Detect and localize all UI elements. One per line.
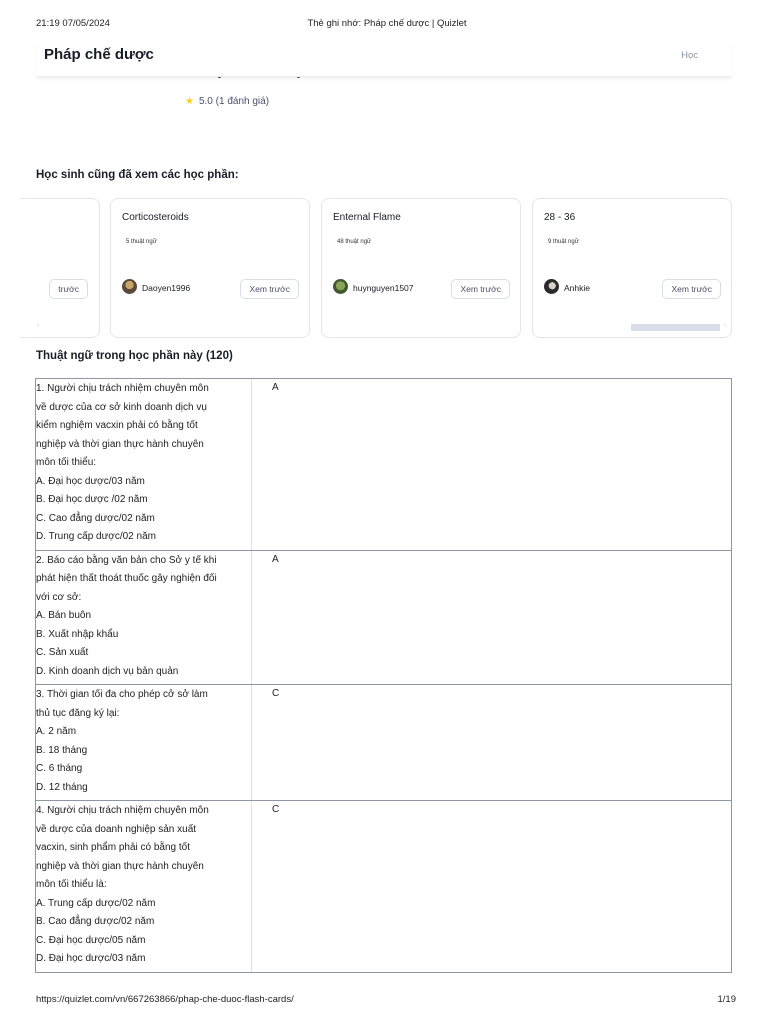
term-question-line: B. Cao đẳng dược/02 năm xyxy=(36,916,155,927)
term-question-line: thủ tục đăng ký lại: xyxy=(36,707,120,719)
preview-button[interactable]: Xem trước xyxy=(451,279,510,299)
chevron-right-icon[interactable]: › xyxy=(724,322,727,329)
carousel-scrollbar[interactable] xyxy=(631,324,720,331)
print-footer xyxy=(36,994,736,1008)
term-question-line: A. 2 năm xyxy=(36,726,77,737)
term-question-line: D. Kinh doanh dịch vụ bản quản xyxy=(36,665,179,677)
term-question-line: B. 18 tháng xyxy=(36,744,88,756)
related-set-card-partial[interactable] xyxy=(20,198,100,338)
set-name: Corticosteroids xyxy=(122,212,189,223)
term-question-line: D. 12 tháng xyxy=(36,781,88,793)
print-page-title: Thẻ ghi nhớ: Pháp chế dược | Quizlet xyxy=(307,18,467,29)
set-name: 28 - 36 xyxy=(544,212,576,223)
print-timestamp: 21:19 07/05/2024 xyxy=(36,18,110,29)
term-question-line: D. Đại học dược/03 năm xyxy=(36,953,146,964)
related-set-card[interactable] xyxy=(532,198,732,338)
term-question-line: về dược của doanh nghiệp sản xuất xyxy=(36,823,197,835)
related-set-card[interactable] xyxy=(321,198,521,338)
term-question-line: A. Trung cấp dược/02 năm xyxy=(36,897,156,909)
term-question-line: phát hiện thất thoát thuốc gây nghiện đối xyxy=(36,573,217,584)
term-count: 9 thuật ngữ xyxy=(548,239,579,245)
print-url: https://quizlet.com/vn/667263866/phap-che-duoc-flash-cards/ xyxy=(36,994,294,1005)
term-question-line: nghiệp và thời gian thực hành chuyên xyxy=(36,860,204,872)
term-question-line: 4. Người chịu trách nhiệm chuyên môn xyxy=(36,805,209,816)
author-name[interactable]: Anhkie xyxy=(564,283,590,293)
term-question-line: D. Trung cấp dược/02 năm xyxy=(36,531,156,542)
print-page-number: 1/19 xyxy=(717,994,736,1005)
term-question-line: C. Sản xuất xyxy=(36,647,89,658)
star-icon: ★ xyxy=(185,96,194,107)
term-question-line: C. 6 tháng xyxy=(36,763,83,774)
preview-button[interactable]: Xem trước xyxy=(662,279,721,299)
chevron-left-icon[interactable]: ‹ xyxy=(37,322,40,329)
learn-link[interactable]: Học xyxy=(681,50,698,61)
term-question-line: nghiệp và thời gian thực hành chuyên xyxy=(36,438,204,450)
rating-text: 5.0 (1 đánh giá) xyxy=(198,96,270,107)
term-row xyxy=(36,801,731,972)
avatar xyxy=(122,279,137,294)
term-question-line: vacxin, sinh phẩm phải có bằng tốt xyxy=(36,842,190,853)
term-answer: A xyxy=(272,382,279,393)
term-question-line: 2. Báo cáo bằng văn bản cho Sở y tế khi xyxy=(36,554,217,566)
term-question xyxy=(36,685,252,800)
term-question-line: B. Xuất nhập khẩu xyxy=(36,628,119,640)
term-count: 5 thuật ngữ xyxy=(126,239,157,245)
avatar xyxy=(333,279,348,294)
term-question-line: môn tối thiểu: xyxy=(36,457,97,468)
related-set-card[interactable] xyxy=(110,198,310,338)
term-question-line: 1. Người chịu trách nhiệm chuyên môn xyxy=(36,383,209,394)
page-title: Pháp chế dược xyxy=(44,46,154,63)
print-header xyxy=(36,18,738,32)
author-name[interactable]: Daoyen1996 xyxy=(142,283,191,293)
term-row xyxy=(36,379,731,551)
terms-heading: Thuật ngữ trong học phần này (120) xyxy=(36,350,233,362)
term-count: 48 thuật ngữ xyxy=(337,239,372,245)
sticky-header xyxy=(36,42,732,77)
rating xyxy=(185,96,269,107)
term-question-line: C. Cao đẳng dược/02 năm xyxy=(36,512,155,524)
related-sets-heading: Học sinh cũng đã xem các học phần: xyxy=(36,169,239,181)
term-answer: A xyxy=(272,553,279,565)
term-question-line: A. Bán buôn xyxy=(36,610,92,621)
preview-button[interactable]: Xem trước xyxy=(240,279,299,299)
preview-button[interactable]: trước xyxy=(49,279,88,299)
term-question-line: môn tối thiểu là: xyxy=(36,879,107,890)
author-name[interactable]: huynguyen1507 xyxy=(353,283,414,293)
term-question-line: A. Đại học dược/03 năm xyxy=(36,475,145,487)
term-question-line: về dược của cơ sở kinh doanh dịch vụ xyxy=(36,401,207,413)
term-answer: C xyxy=(272,688,280,699)
term-question-line: với cơ sở: xyxy=(36,591,82,603)
term-question-line: B. Đại học dược /02 năm xyxy=(36,494,148,505)
terms-table xyxy=(35,378,732,973)
term-question-line: C. Đại học dược/05 năm xyxy=(36,934,146,946)
term-question xyxy=(36,379,252,550)
set-name: Enternal Flame xyxy=(333,212,401,223)
term-row xyxy=(36,685,731,801)
avatar xyxy=(544,279,559,294)
term-answer: C xyxy=(272,804,280,815)
term-question-line: kiểm nghiệm vacxin phải có bằng tốt xyxy=(36,420,198,431)
term-question xyxy=(36,551,252,685)
term-row xyxy=(36,551,731,686)
term-question xyxy=(36,801,252,972)
term-question-line: 3. Thời gian tối đa cho phép cở sở làm xyxy=(36,689,208,700)
